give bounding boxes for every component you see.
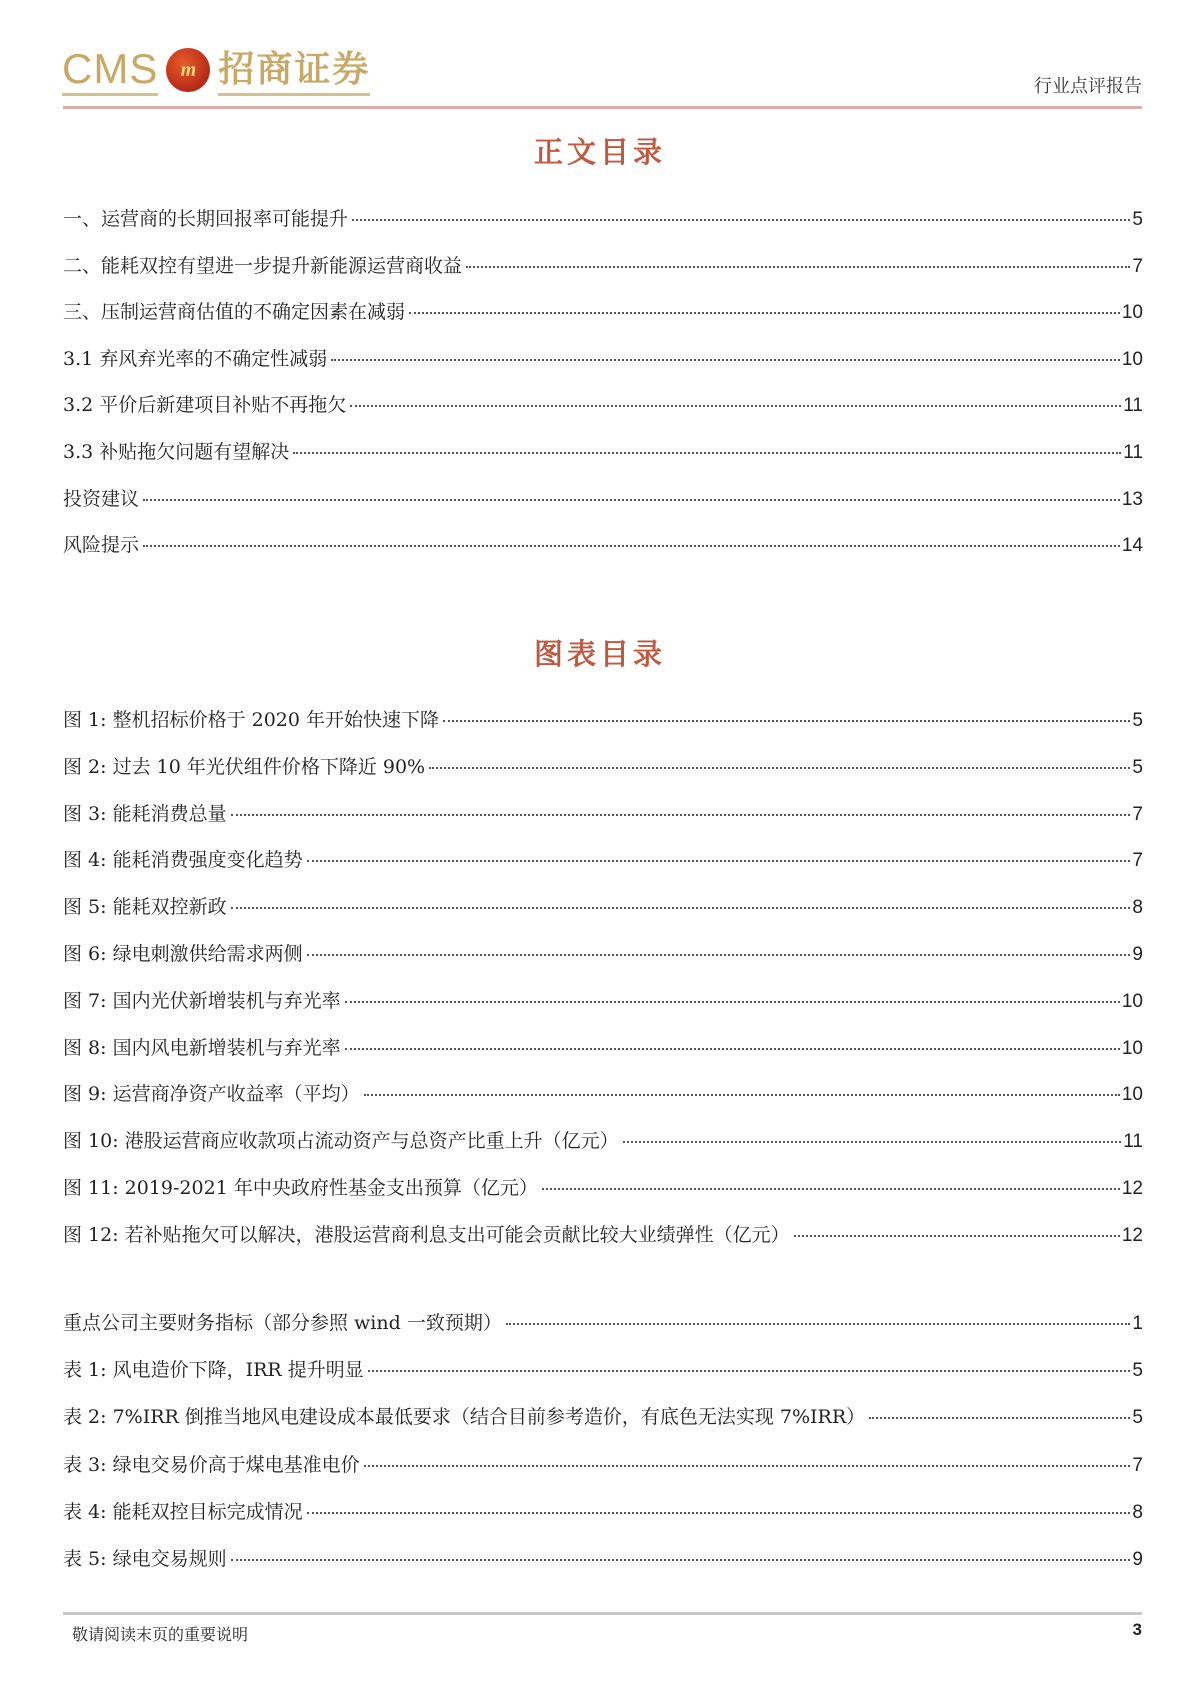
main-toc-title: 正文目录 bbox=[533, 135, 666, 169]
dot-leader bbox=[542, 1188, 1120, 1190]
dot-leader bbox=[143, 545, 1120, 547]
dot-leader bbox=[466, 266, 1130, 268]
table-entry[interactable] bbox=[63, 1497, 1143, 1523]
figure-entry[interactable] bbox=[63, 752, 1143, 778]
toc-page-number[interactable]: 9 bbox=[1132, 944, 1143, 965]
figure-entry[interactable] bbox=[63, 939, 1143, 965]
logo-badge-icon: m bbox=[166, 48, 210, 92]
header-divider bbox=[63, 106, 1142, 109]
toc-entry-label[interactable]: 图 4: 能耗消费强度变化趋势 bbox=[63, 849, 303, 872]
toc-page-number[interactable]: 10 bbox=[1121, 348, 1143, 370]
dot-leader bbox=[307, 860, 1131, 862]
figure-entry[interactable] bbox=[63, 892, 1143, 918]
toc-entry-label[interactable]: 3.1 弃风弃光率的不确定性减弱 bbox=[63, 347, 328, 370]
toc-entry-label[interactable]: 图 2: 过去 10 年光伏组件价格下降近 90% bbox=[63, 755, 426, 778]
dot-leader bbox=[307, 954, 1131, 956]
chart-toc-title: 图表目录 bbox=[533, 637, 666, 671]
toc-page-number[interactable]: 14 bbox=[1121, 535, 1143, 557]
figure-entry[interactable] bbox=[63, 1033, 1143, 1059]
toc-page-number[interactable]: 10 bbox=[1121, 990, 1143, 1012]
toc-entry[interactable] bbox=[63, 204, 1143, 230]
table-entry[interactable] bbox=[63, 1450, 1143, 1476]
dot-leader bbox=[293, 452, 1121, 454]
toc-page-number[interactable]: 7 bbox=[1132, 255, 1143, 277]
toc-entry-label[interactable]: 图 8: 国内风电新增装机与弃光率 bbox=[63, 1036, 341, 1059]
company-logo bbox=[62, 42, 370, 98]
dot-leader bbox=[794, 1235, 1120, 1237]
footer-divider bbox=[63, 1612, 1142, 1615]
toc-entry-label[interactable]: 表 2: 7%IRR 倒推当地风电建设成本最低要求（结合目前参考造价，有底色无法实现 7%IRR） bbox=[63, 1406, 866, 1429]
figure-entry[interactable] bbox=[63, 1079, 1143, 1105]
toc-page-number[interactable]: 7 bbox=[1132, 1454, 1143, 1476]
dot-leader bbox=[364, 1094, 1120, 1096]
toc-entry-label[interactable]: 图 3: 能耗消费总量 bbox=[63, 802, 227, 825]
toc-entry[interactable] bbox=[63, 530, 1143, 556]
toc-entry-label[interactable]: 图 11: 2019-2021 年中央政府性基金支出预算（亿元） bbox=[63, 1177, 538, 1199]
toc-page-number[interactable]: 9 bbox=[1132, 1549, 1143, 1570]
toc-entry-label[interactable]: 二、能耗双控有望进一步提升新能源运营商收益 bbox=[63, 254, 463, 277]
toc-entry[interactable] bbox=[63, 390, 1143, 416]
dot-leader bbox=[231, 907, 1131, 909]
dot-leader bbox=[623, 1141, 1122, 1143]
toc-page-number[interactable]: 5 bbox=[1132, 1360, 1143, 1382]
toc-entry-label[interactable]: 一、运营商的长期回报率可能提升 bbox=[63, 208, 349, 230]
toc-page-number[interactable]: 1 bbox=[1132, 1313, 1143, 1334]
page-number: 3 bbox=[1132, 1620, 1142, 1639]
toc-page-number[interactable]: 10 bbox=[1121, 302, 1143, 324]
toc-entry-label[interactable]: 图 7: 国内光伏新增装机与弃光率 bbox=[63, 989, 341, 1012]
dot-leader bbox=[409, 312, 1120, 314]
toc-page-number[interactable]: 5 bbox=[1132, 710, 1143, 731]
toc-page-number[interactable]: 7 bbox=[1132, 803, 1143, 825]
dot-leader bbox=[143, 499, 1120, 501]
figure-entry[interactable] bbox=[63, 1220, 1143, 1246]
toc-page-number[interactable]: 13 bbox=[1121, 488, 1143, 510]
dot-leader bbox=[506, 1323, 1131, 1325]
toc-entry-label[interactable]: 图 9: 运营商净资产收益率（平均） bbox=[63, 1083, 360, 1106]
toc-entry-label[interactable]: 重点公司主要财务指标（部分参照 wind 一致预期） bbox=[63, 1312, 502, 1334]
toc-page-number[interactable]: 5 bbox=[1132, 209, 1143, 230]
figure-entry[interactable] bbox=[63, 1173, 1143, 1199]
figure-entry[interactable] bbox=[63, 705, 1143, 731]
dot-leader bbox=[352, 219, 1130, 221]
toc-entry-label[interactable]: 图 1: 整机招标价格于 2020 年开始快速下降 bbox=[63, 709, 440, 731]
table-entry[interactable] bbox=[63, 1544, 1143, 1570]
report-type: 行业点评报告 bbox=[1034, 76, 1142, 97]
toc-entry[interactable] bbox=[63, 437, 1143, 463]
toc-entry-label[interactable]: 三、压制运营商估值的不确定因素在减弱 bbox=[63, 301, 406, 324]
toc-page-number[interactable]: 8 bbox=[1132, 897, 1143, 919]
toc-entry-label[interactable]: 图 12: 若补贴拖欠可以解决，港股运营商利息支出可能会贡献比较大业绩弹性（亿元） bbox=[63, 1223, 790, 1246]
toc-entry-label[interactable]: 表 5: 绿电交易规则 bbox=[63, 1548, 227, 1570]
figure-entry[interactable] bbox=[63, 845, 1143, 871]
toc-entry-label[interactable]: 表 4: 能耗双控目标完成情况 bbox=[63, 1500, 303, 1523]
figure-entry[interactable] bbox=[63, 986, 1143, 1012]
dot-leader bbox=[307, 1512, 1131, 1514]
dot-leader bbox=[869, 1417, 1130, 1419]
toc-page-number[interactable]: 12 bbox=[1121, 1178, 1143, 1199]
dot-leader bbox=[443, 720, 1130, 722]
toc-entry-label[interactable]: 图 5: 能耗双控新政 bbox=[63, 896, 227, 919]
toc-entry[interactable] bbox=[63, 251, 1143, 277]
toc-page-number[interactable]: 11 bbox=[1123, 395, 1143, 417]
logo-chinese-name: 招商证券 bbox=[218, 45, 370, 96]
toc-entry-label[interactable]: 投资建议 bbox=[63, 487, 140, 510]
toc-entry[interactable] bbox=[63, 297, 1143, 323]
toc-entry-label[interactable]: 表 3: 绿电交易价高于煤电基准电价 bbox=[63, 1453, 360, 1476]
toc-entry-label[interactable]: 风险提示 bbox=[63, 534, 140, 557]
toc-entry-label[interactable]: 图 6: 绿电刺激供给需求两侧 bbox=[63, 943, 303, 965]
dot-leader bbox=[429, 767, 1130, 769]
figure-entry[interactable] bbox=[63, 799, 1143, 825]
toc-entry-label[interactable]: 3.3 补贴拖欠问题有望解决 bbox=[63, 441, 290, 463]
dot-leader bbox=[331, 359, 1120, 361]
toc-page-number[interactable]: 12 bbox=[1121, 1224, 1143, 1246]
dot-leader bbox=[231, 814, 1131, 816]
toc-entry-label[interactable]: 3.2 平价后新建项目补贴不再拖欠 bbox=[63, 394, 347, 417]
dot-leader bbox=[364, 1465, 1131, 1467]
dot-leader bbox=[345, 1001, 1120, 1003]
toc-page-number[interactable]: 10 bbox=[1121, 1037, 1143, 1059]
toc-entry[interactable] bbox=[63, 484, 1143, 510]
footer-note: 敬请阅读末页的重要说明 bbox=[72, 1625, 249, 1644]
toc-page-number[interactable]: 8 bbox=[1132, 1501, 1143, 1523]
dot-leader bbox=[368, 1370, 1131, 1372]
toc-entry[interactable] bbox=[63, 344, 1143, 370]
logo-text: CMS bbox=[62, 45, 158, 96]
toc-page-number[interactable]: 5 bbox=[1132, 1407, 1143, 1429]
toc-page-number[interactable]: 11 bbox=[1123, 442, 1143, 463]
table-entry[interactable] bbox=[63, 1402, 1143, 1428]
toc-page-number[interactable]: 5 bbox=[1132, 756, 1143, 778]
table-entry[interactable] bbox=[63, 1355, 1143, 1381]
figure-entry[interactable] bbox=[63, 1126, 1143, 1152]
toc-page-number[interactable]: 10 bbox=[1121, 1084, 1143, 1106]
dot-leader bbox=[345, 1048, 1120, 1050]
dot-leader bbox=[350, 405, 1121, 407]
toc-page-number[interactable]: 11 bbox=[1123, 1131, 1143, 1153]
toc-page-number[interactable]: 7 bbox=[1132, 850, 1143, 872]
toc-entry-label[interactable]: 表 1: 风电造价下降，IRR 提升明显 bbox=[63, 1359, 364, 1382]
toc-entry-label[interactable]: 图 10: 港股运营商应收款项占流动资产与总资产比重上升（亿元） bbox=[63, 1130, 619, 1153]
dot-leader bbox=[231, 1559, 1131, 1561]
table-entry[interactable] bbox=[63, 1308, 1143, 1334]
